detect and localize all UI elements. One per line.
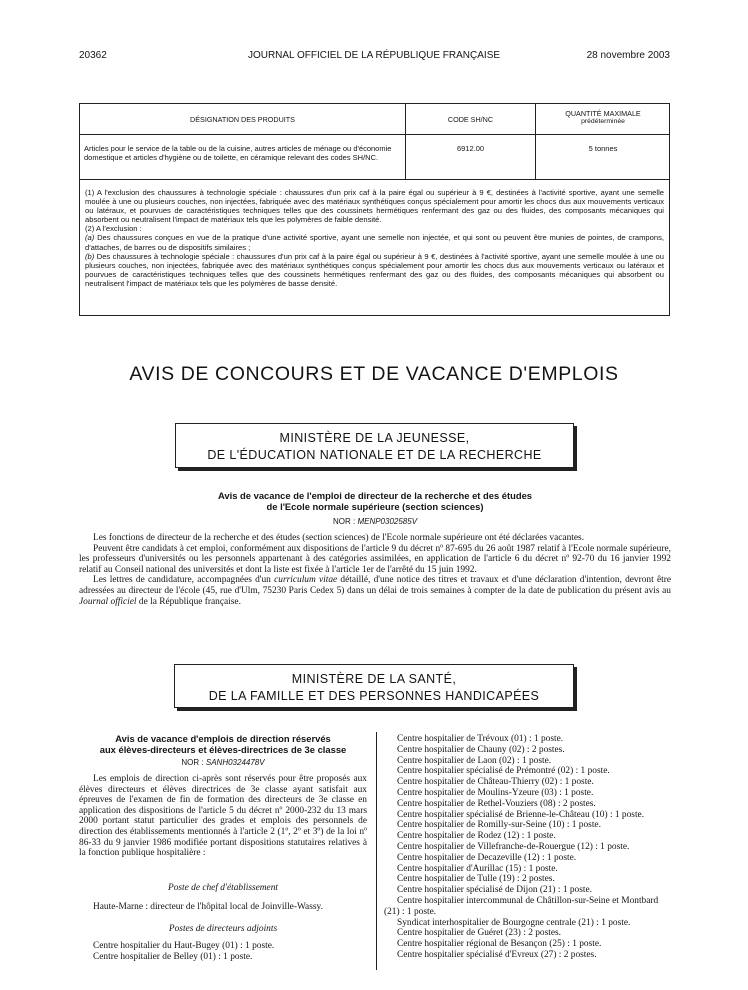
list-item: Centre hospitalier de Guéret (23) : 2 postes. [397,928,562,939]
nor-reference [79,758,367,767]
list-item: Centre hospitalier de Trévoux (01) : 1 poste. [397,734,564,744]
footnote-2b [85,252,664,288]
notice-title [79,733,367,755]
nor-label: NOR : [181,758,204,767]
footnote-1: (1) A l'exclusion des chaussures à technologie spéciale : chaussures d'un prix caf à la paire égal ou supérieur à 9 €, destinées à l'activité sportive, ayant une semelle moulée à une ou plusieurs couches, non injectées, fabriquée avec des matériaux synthétiques conçus spécialement pour amortir les chocs dus aux mouvements verticaux ou latéraux, et pourvues de caractéristiques techniques telles que des coussinets hermétiques renfermant des gaz ou des fluides, des composants mécaniques qui absorbent ou neutralisent l'impact de matériaux tels que les polymères de faible densité. [85,188,664,225]
text-run: de la République française. [136,596,241,607]
list-item: Centre hospitalier de Moulins-Yzeure (03) : 1 poste. [397,787,594,798]
list-item: Centre hospitalier spécialisé de Prémontré (02) : 1 poste. [397,766,610,777]
text-run-italic: curriculum vitae [274,575,338,586]
ministry-line-1: MINISTÈRE DE LA JEUNESSE, [279,431,470,445]
list-item: Centre hospitalier de Rodez (12) : 1 poste. [397,831,556,842]
product-table [79,103,670,316]
ministry-line-2: DE L'ÉDUCATION NATIONALE ET DE LA RECHERCHE [207,448,542,462]
chef-line [79,902,367,913]
notice-body [79,774,367,859]
notice-paragraph: Les emplois de direction ci-après sont réservés pour être proposés aux élèves directeurs et élèves directrices de 3e classe ayant satisfait aux épreuves de l'examen de fin de formation des directeurs de 3e classe en application des dispositions de l'article 5 du décret nº 2000-232 du 13 mars 2000 portant statut particulier des grades et emplois des personnels de direction des établissements mentionnés à l'article 2 (1º, 2º et 3º) de la loi nº 86-33 du 9 janvier 1986 modifiée portant dispositions statutaires relatives à la fonction publique hospitalière : [79,774,367,859]
notice-title [80,490,670,512]
list-item: Centre hospitalier de Belley (01) : 1 poste. [93,951,253,962]
notice-title-line-1: Avis de vacance d'emplois de direction réservés [115,733,331,744]
list-item: Centre hospitalier de Rethel-Vouziers (08) : 2 postes. [397,798,596,809]
page-number: 20362 [79,50,107,61]
notice-title-line-2: aux élèves-directeurs et élèves-directrices de 3e classe [99,744,347,755]
table-body-divider [80,179,669,180]
list-item: Centre hospitalier de Tulle (19) : 2 postes. [397,874,555,885]
section-title: AVIS DE CONCOURS ET DE VACANCE D'EMPLOIS [129,363,619,385]
list-item: Centre hospitalier de Château-Thierry (02) : 1 poste. [397,777,594,788]
text-run: Les lettres de candidature, accompagnées d'un [93,575,275,586]
list-item: Centre hospitalier intercommunal de Châtillon-sur-Seine et Montbard (21) : 1 poste. [384,895,659,917]
list-item: Centre hospitalier de Romilly-sur-Seine (10) : 1 poste. [397,820,601,831]
list-item: Centre hospitalier de Villefranche-de-Rouergue (12) : 1 poste. [397,841,630,852]
footnote-2b-text: Des chaussures à technologie spéciale : chaussures d'un prix caf à la paire égal ou supérieur à 9 €, destinées à l'activité sportive, ayant une semelle moulée à une ou plusieurs couches, non injectées, fabriquée avec des matériaux synthétiques conçus spécialement pour amortir les chocs dus aux mouvements verticaux ou latéraux et pourvues de caractéristiques techniques telles que des coussinets hermétiques renfermant des gaz ou des fluides, des composants mécaniques qui absorbent ou neutralisent l'impact de matériaux tels que les polymères de basse densité. [85,251,664,288]
text-run: détaillé, d'une notice des titres et travaux et d'une déclaration d'intention, devront être adressées au directeur de l'école (45, rue d'Ulm, 75230 Paris Cedex 5) dans un délai de trois semaines à compter de la date de publication du présent avis au [79,575,671,596]
notice-paragraph: Haute-Marne : directeur de l'hôpital local de Joinville-Wassy. [93,902,323,912]
list-item: Centre hospitalier régional de Besançon (25) : 1 poste. [397,939,602,950]
nor-code: SANH0324478V [205,758,265,767]
column-divider [376,732,377,970]
list-item: Centre hospitalier d'Aurillac (15) : 1 poste. [397,863,558,874]
heading-adjoints: Postes de directeurs adjoints [168,924,278,934]
nor-reference [80,517,670,526]
col-header-quantity-sub: prédéterminée [581,118,625,125]
adjoints-list-right [384,734,660,961]
table-cell-quantity: 5 tonnes [588,144,618,153]
col-header-designation: DÉSIGNATION DES PRODUITS [190,115,295,124]
ministry-line-1: MINISTÈRE DE LA SANTÉ, [291,672,457,686]
footnote-2b-label: (b) [85,251,95,261]
adjoints-list-left [93,941,274,963]
journal-title: JOURNAL OFFICIEL DE LA RÉPUBLIQUE FRANÇAISE [247,50,501,61]
list-item: Centre hospitalier de Decazeville (12) : 1 poste. [397,852,577,863]
ministry-box-health [174,664,574,708]
notice-paragraph [79,575,671,607]
notice-title-line-2: de l'Ecole normale supérieure (section sciences) [266,501,484,512]
list-item: Centre hospitalier du Haut-Bugey (01) : 1 poste. [93,941,275,951]
nor-code: MENP0302585V [357,517,418,526]
issue-date: 28 novembre 2003 [586,50,670,61]
table-footnotes [85,188,664,288]
notice-paragraph: Les fonctions de directeur de la recherche et des études (section sciences) de l'Ecole normale supérieure ont été déclarées vacantes. [93,533,585,543]
list-item: Centre hospitalier de Chauny (02) : 2 postes. [397,744,565,755]
notice-paragraph: Peuvent être candidats à cet emploi, conformément aux dispositions de l'article 9 du décret nº 87-695 du 26 août 1987 relatif à l'Ecole normale supérieure, les professeurs d'universités ou les personnels appartenant à des catégories assimilées, en application de l'article 6 du décret nº 92-70 du 16 janvier 1992 relatif au Conseil national des universités et dont la liste est fixée à l'article 1er de l'arrêté du 15 juin 1992. [79,543,671,575]
ministry-box-education [175,423,574,468]
list-item: Centre hospitalier spécialisé de Brienne-le-Château (10) : 1 poste. [397,809,645,820]
col-header-quantity: QUANTITÉ MAXIMALE [565,109,641,118]
heading-chef: Poste de chef d'établissement [167,883,279,893]
footnote-2a-label: (a) [85,233,95,243]
table-cell-code: 6912.00 [456,144,485,153]
notice-body [79,533,671,607]
footnote-2a-text: Des chaussures conçues en vue de la pratique d'une activité sportive, ayant une semelle non injectée, et qui sont ou peuvent être munies de pointes, de crampons, d'attaches, de barres ou de dispositifs similaires ; [85,233,664,252]
ministry-line-2: DE LA FAMILLE ET DES PERSONNES HANDICAPÉES [208,689,540,703]
list-item: Centre hospitalier spécialisé de Dijon (21) : 1 poste. [397,885,593,896]
list-item: Centre hospitalier de Laon (02) : 1 poste. [397,755,552,766]
footnote-2a [85,233,664,251]
notice-title-line-1: Avis de vacance de l'emploi de directeur de la recherche et des études [218,490,532,501]
nor-label: NOR : [332,517,356,526]
col-header-code: CODE SH/NC [447,115,494,124]
list-item: Centre hospitalier spécialisé d'Evreux (27) : 2 postes. [397,949,597,960]
table-cell-designation: Articles pour le service de la table ou de la cuisine, autres articles de ménage ou d'économie domestique et articles d'hygiène ou de toilette, en céramique relevant des codes SH/NC. [84,144,392,162]
text-run-italic: Journal officiel [79,596,137,607]
footnote-2-intro: (2) A l'exclusion : [85,224,142,234]
list-item: Syndicat interhospitalier de Bourgogne centrale (21) : 1 poste. [397,917,631,928]
table-header-divider [80,134,669,135]
